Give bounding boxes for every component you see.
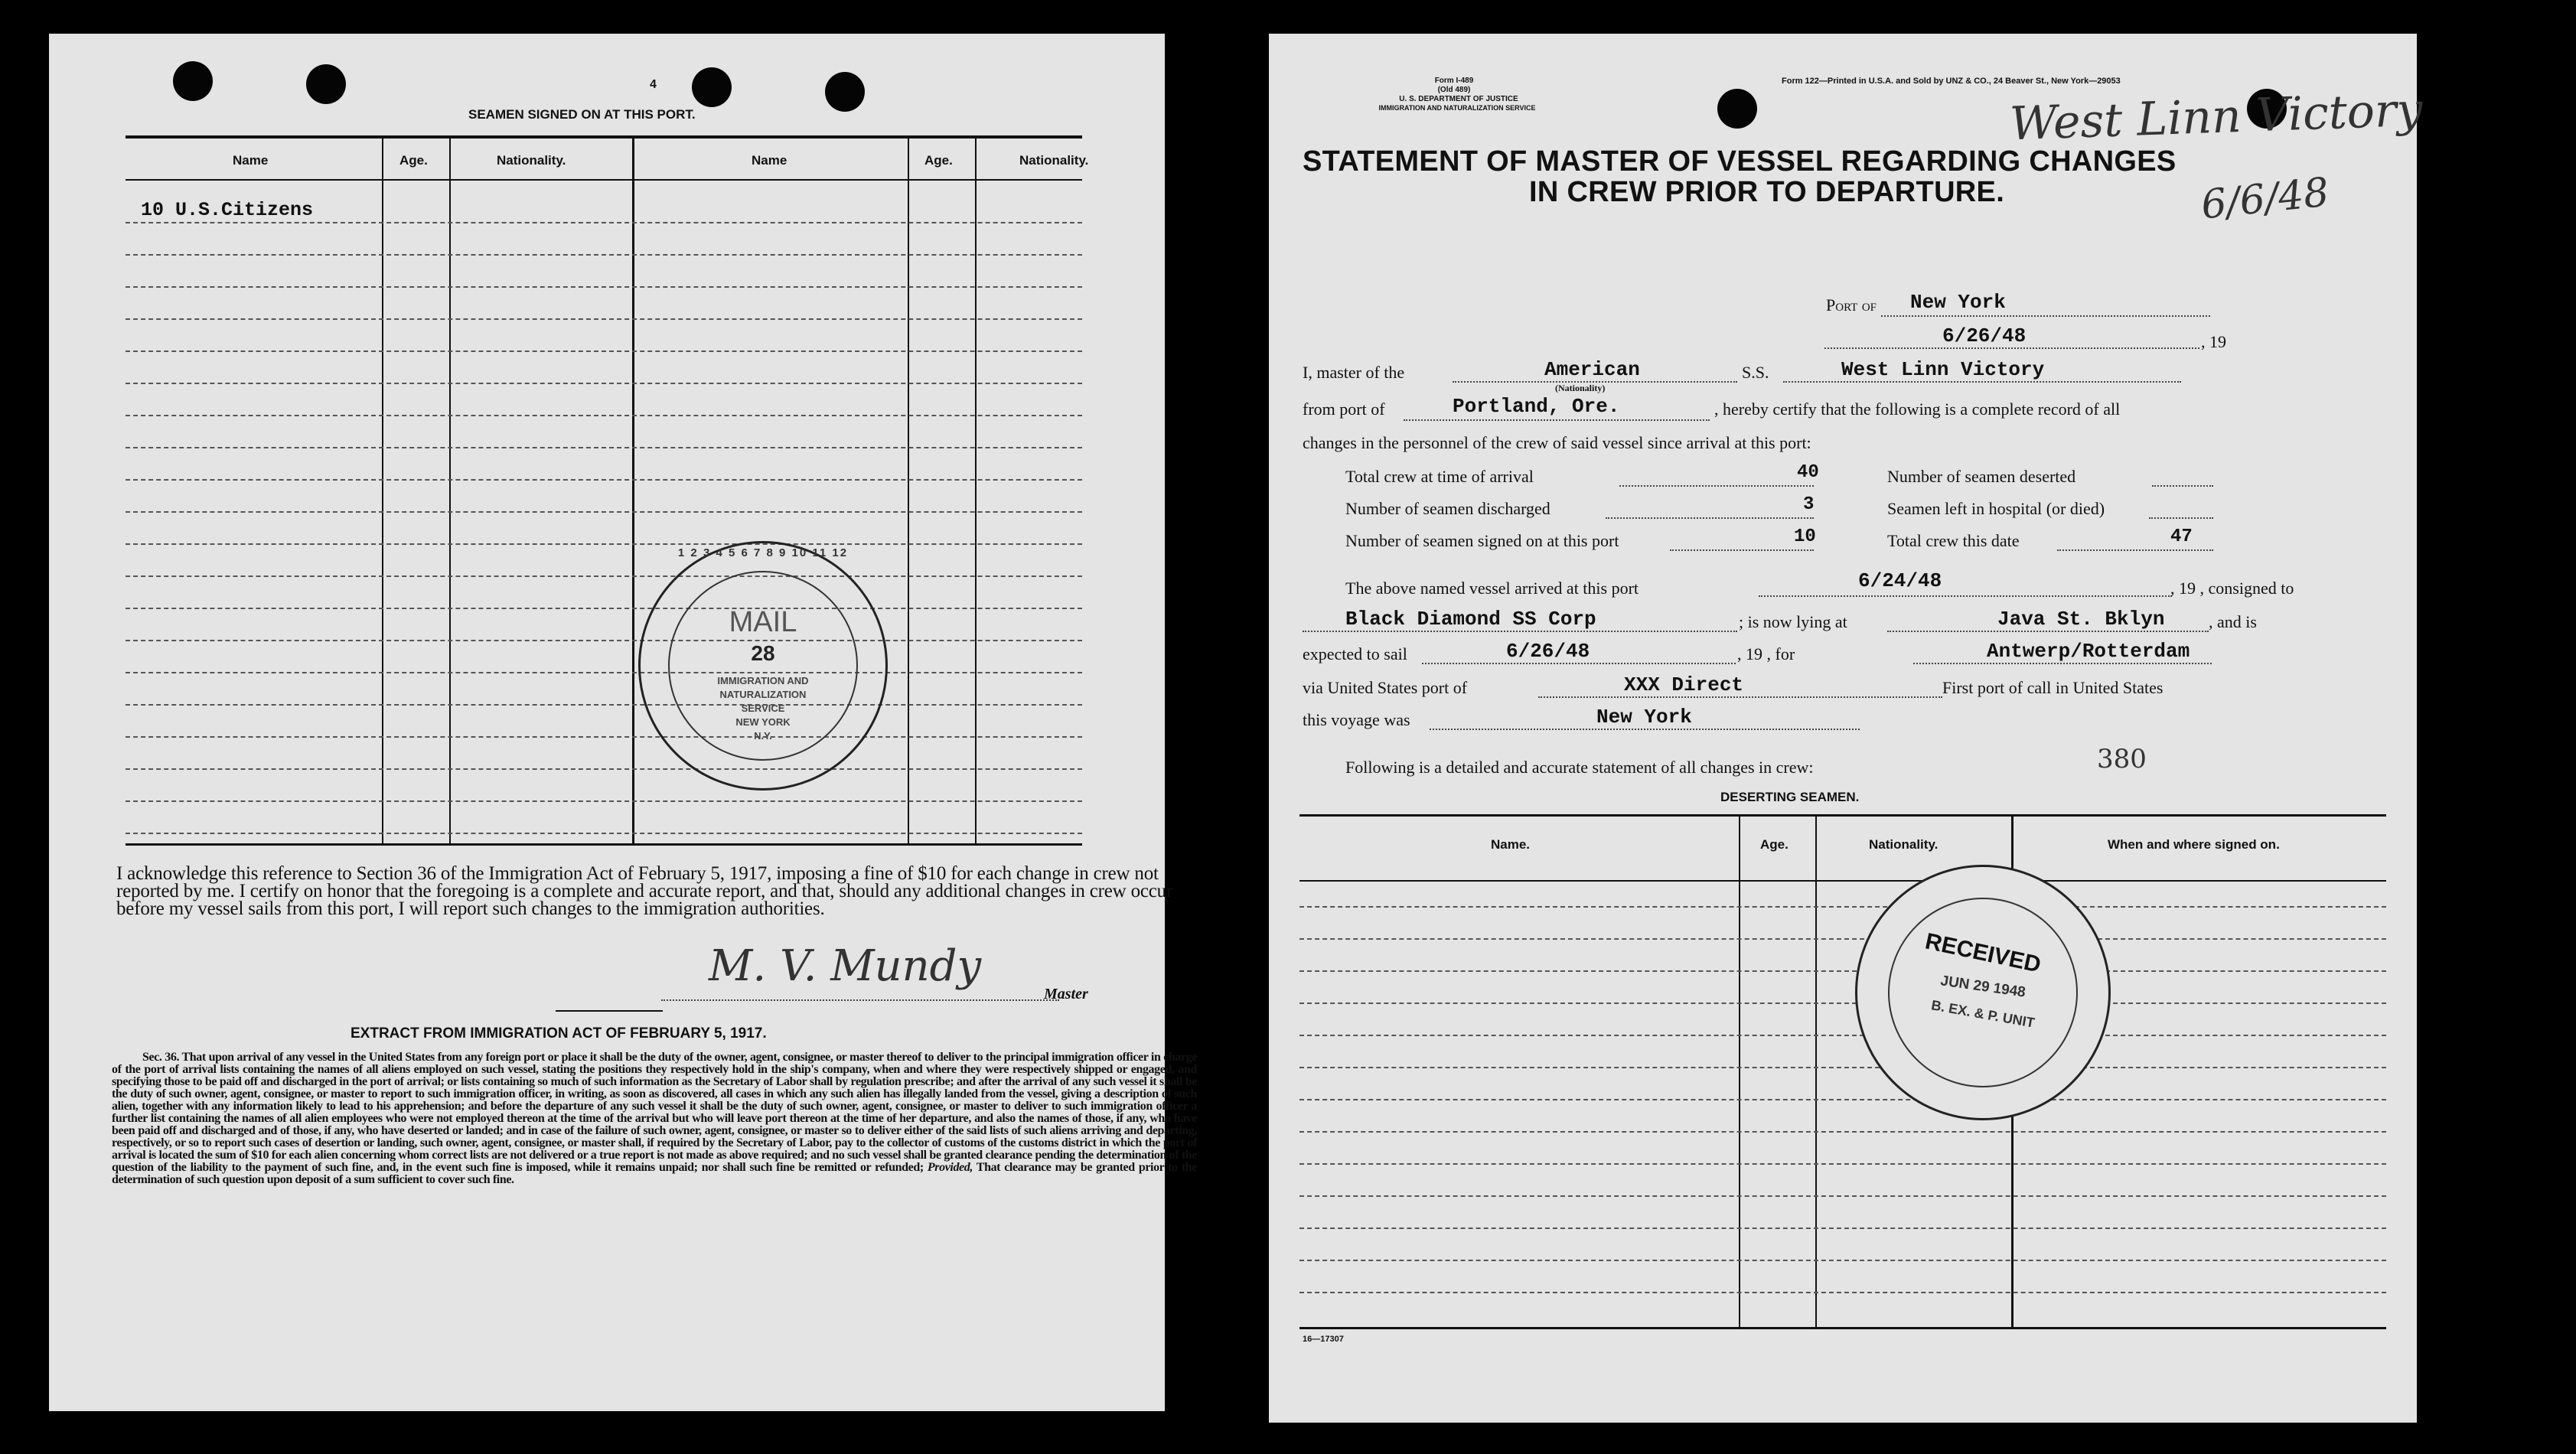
mail-stamp	[638, 541, 888, 791]
left-page	[49, 34, 1198, 1411]
service: IMMIGRATION AND NATURALIZATION SERVICE	[1378, 104, 1536, 112]
printer-line: Form 122—Printed in U.S.A. and Sold by UNZ & CO., 24 Beaver St., New York—29053	[1782, 77, 2121, 86]
title-line-1: STATEMENT OF MASTER OF VESSEL REGARDING CHANGES	[1303, 145, 2177, 178]
stamp-day: 28	[751, 641, 775, 665]
table-row	[126, 479, 1082, 481]
extract-title: EXTRACT FROM IMMIGRATION ACT OF FEBRUARY 5, 1917.	[351, 1025, 767, 1042]
extract-proviso: That clearance may be granted prior to the determination of such question upon deposit of a sum sufficient to cover such fine.	[112, 1161, 1197, 1186]
following-text: Following is a detailed and accurate statement of all changes in crew:	[1345, 758, 1814, 777]
footer-code: 16—17307	[1303, 1335, 1344, 1344]
table-row	[1299, 1131, 2386, 1133]
stat-line	[1670, 549, 1814, 551]
via-line	[1538, 696, 1942, 698]
col-header-nationality: Nationality.	[497, 153, 566, 168]
title-line-2: IN CREW PRIOR TO DEPARTURE.	[1529, 176, 2005, 208]
extract-text: That upon arrival of any vessel in the United States from any foreign port or place it shall be the duty of the owner, agent, consignee, or master thereof to deliver to the principal immigration officer in charge of the port of arrival lists containing the names of all aliens employed on such vessel, stating the positions they respectively hold in the ship's company, when and where they were respectively shipped or engaged, and specifying those to be paid off and discharged in the port of arrival; or lists containing so much of such information as the Secretary of Labor shall by regulation prescribe; and after the arrival of any such vessel it shall be the duty of such owner, agent, consignee, or master to report to such immigration officer, in writing, as soon as discovered, all cases in which any such alien has illegally landed from the vessel, giving a description of such alien, together with any information likely to lead to his apprehension; and before the departure of any such vessel it shall be the duty of such owner, agent, consignee, or master to deliver to such immigration officer a further list containing the names of all alien employees who were not employed thereon at the time of the arrival but who will leave port thereon at the time of her departure, and also the names of those, if any, who have been paid off and discharged and of those, if any, who have deserted or landed; and in case of the failure of such owner, agent, consignee, or master so to deliver either of the said lists of such aliens arriving and departing, respectively, or so to report such cases of desertion or landing, such owner, agent, consignee, or master shall, if required by the Secretary of Labor, pay to the collector of customs of the customs district in which the port of arrival is located the sum of $10 for each alien concerning whom correct lists are not delivered or a true report is not made as above required; and no such vessel shall be granted clearance pending the determination of the question of the liability to the payment of such fine, and, in the event such fine is imposed, while it remains unpaid; nor shall such fine be remitted or refunded;	[112, 1051, 1198, 1174]
col-header-name: Name	[233, 153, 269, 168]
from-port-line	[1404, 419, 1710, 421]
table-row	[1299, 1163, 2386, 1165]
table-row	[126, 350, 1082, 352]
handwritten-date: 6/6/48	[2199, 169, 2332, 229]
col-header-age-2: Age.	[924, 153, 953, 168]
date-value: 6/26/48	[1942, 324, 2027, 347]
ss-label: S.S.	[1742, 363, 1769, 382]
stamp-line: NEW YORK	[735, 716, 791, 728]
deserting-header-rule	[1299, 880, 2386, 882]
table-top-rule	[126, 135, 1082, 139]
table-row	[126, 736, 1082, 738]
voyage-line	[1430, 729, 1860, 730]
col-divider	[632, 135, 634, 845]
col-divider	[1815, 814, 1817, 1327]
table-row	[1299, 1260, 2386, 1261]
stamp-line: NATURALIZATION	[719, 689, 807, 700]
hospital-label: Seamen left in hospital (or died)	[1887, 499, 2105, 518]
table-row	[1299, 1067, 2386, 1068]
first-port-label: First port of call in United States	[1942, 678, 2164, 697]
col-divider	[449, 135, 451, 845]
arrived-value: 6/24/48	[1858, 569, 1942, 592]
table-entry: 10 U.S.Citizens	[141, 199, 314, 221]
master-signature: M. V. Mundy	[709, 941, 982, 991]
extract-body	[112, 1051, 1197, 1186]
via-label: via United States port of	[1303, 678, 1468, 697]
form-old-number: (Old 489)	[1437, 86, 1471, 94]
stamp-line: N.Y.	[754, 730, 772, 742]
page-number: 4	[650, 78, 657, 91]
table-row	[1299, 970, 2386, 972]
handwritten-annotation: West Linn Victory	[2008, 83, 2424, 152]
port-value: New York	[1910, 291, 2006, 314]
col-header-nationality-2: Nationality.	[1019, 153, 1089, 168]
consignee-value: Black Diamond SS Corp	[1345, 608, 1596, 631]
punch-hole	[825, 72, 865, 112]
stamp-date: JUN 29 1948	[1939, 973, 2027, 1001]
voyage-value: New York	[1596, 706, 1692, 729]
table-row	[126, 608, 1082, 609]
col-divider	[382, 135, 383, 845]
table-row	[126, 800, 1082, 802]
table-row	[1299, 906, 2386, 908]
stamp-unit: B. EX. & P. UNIT	[1930, 997, 2036, 1031]
stamp-line: SERVICE	[741, 703, 785, 714]
vessel-line	[1783, 381, 2181, 383]
punch-hole	[1717, 89, 1757, 129]
punch-hole	[692, 67, 732, 107]
table-row	[126, 672, 1082, 673]
total-arrival-value: 40	[1797, 462, 1819, 483]
table-row	[126, 383, 1082, 384]
deserting-col-signed-on: When and where signed on.	[2108, 837, 2280, 852]
stamp-ring-numbers: 1 2 3 4 5 6 7 8 9 10 11 12	[677, 546, 849, 559]
via-value: XXX Direct	[1624, 673, 1744, 696]
department: U. S. DEPARTMENT OF JUSTICE	[1399, 95, 1518, 103]
total-this-date-label: Total crew this date	[1887, 531, 2020, 550]
arrived-line	[1759, 595, 2172, 597]
table-bottom-rule	[126, 843, 1082, 846]
extract-proviso-word: Provided,	[927, 1161, 973, 1174]
stat-line	[2152, 485, 2213, 487]
deserting-bottom-rule	[1299, 1327, 2386, 1329]
deserting-col-name: Name.	[1491, 837, 1531, 852]
changes-text: changes in the personnel of the crew of said vessel since arrival at this port:	[1303, 433, 1811, 452]
deserting-title: DESERTING SEAMEN.	[1720, 790, 1860, 804]
table-row	[126, 415, 1082, 416]
col-divider	[1739, 814, 1740, 1327]
form-number: Form I-489	[1434, 77, 1474, 85]
col-header-age: Age.	[399, 153, 428, 168]
deserted-label: Number of seamen deserted	[1887, 467, 2076, 486]
table-row	[1299, 938, 2386, 940]
discharged-value: 3	[1803, 494, 1815, 515]
deserting-top-rule	[1299, 814, 2386, 817]
extract-rule	[556, 1010, 663, 1012]
from-port-label: from port of	[1303, 399, 1385, 419]
nationality-caption: (Nationality)	[1555, 383, 1606, 393]
table-row	[126, 640, 1082, 641]
punch-hole	[173, 61, 213, 101]
expected-value: 6/26/48	[1506, 640, 1590, 663]
table-row	[1299, 1227, 2386, 1229]
table-row	[126, 543, 1082, 545]
lying-value: Java St. Bklyn	[1997, 608, 2165, 631]
table-row	[126, 704, 1082, 706]
stat-line	[2057, 549, 2213, 551]
and-is-text: , and is	[2209, 612, 2257, 631]
stamp-word: RECEIVED	[1922, 928, 2043, 978]
deserting-col-age: Age.	[1760, 837, 1789, 852]
table-row	[1299, 1099, 2386, 1100]
certify-text: , hereby certify that the following is a complete record of all	[1714, 399, 2121, 419]
col-header-name-2: Name	[752, 153, 787, 168]
deserting-col-nationality: Nationality.	[1869, 837, 1939, 852]
expected-line	[1422, 663, 1736, 664]
for-line	[1913, 663, 2212, 664]
stamp-word: MAIL	[729, 606, 797, 638]
arrived-label: The above named vessel arrived at this port	[1345, 579, 1639, 598]
discharged-label: Number of seamen discharged	[1345, 499, 1550, 518]
for-label: , 19 , for	[1737, 644, 1795, 663]
master-label: Master	[1044, 986, 1088, 1002]
port-label: Port of	[1826, 295, 1877, 315]
table-row	[126, 575, 1082, 577]
received-stamp	[1855, 865, 2111, 1120]
section-title: SEAMEN SIGNED ON AT THIS PORT.	[468, 107, 696, 122]
consignee-line	[1303, 631, 1737, 632]
col-divider	[908, 135, 909, 845]
table-row	[126, 286, 1082, 288]
signed-on-label: Number of seamen signed on at this port	[1345, 531, 1619, 550]
date-line	[1824, 347, 2199, 349]
table-row	[126, 222, 1082, 223]
stamp-line: IMMIGRATION AND	[717, 675, 809, 686]
table-row	[1299, 1002, 2386, 1004]
total-arrival-label: Total crew at time of arrival	[1345, 467, 1534, 486]
table-row	[126, 511, 1082, 513]
vessel-value: West Linn Victory	[1841, 358, 2045, 381]
table-row	[126, 318, 1082, 320]
table-row	[126, 447, 1082, 448]
right-page	[1269, 34, 2424, 1423]
lying-line	[1887, 631, 2209, 632]
for-value: Antwerp/Rotterdam	[1987, 640, 2190, 663]
signed-on-value: 10	[1794, 527, 1816, 547]
col-divider	[975, 135, 977, 845]
nationality-value: American	[1544, 358, 1640, 381]
port-line	[1881, 315, 2210, 317]
expected-label: expected to sail	[1303, 644, 1407, 663]
consigned-label: , 19 , consigned to	[2170, 579, 2294, 598]
voyage-label: this voyage was	[1303, 710, 1410, 729]
table-row	[1299, 1195, 2386, 1197]
stat-line	[1619, 485, 1814, 487]
master-of-label: I, master of the	[1303, 363, 1405, 382]
stat-line	[1606, 517, 1814, 519]
table-row	[1299, 1035, 2386, 1036]
table-header-rule	[126, 179, 1082, 181]
signature-line	[661, 999, 1059, 1001]
extract-lead: Sec. 36.	[142, 1051, 180, 1064]
acknowledgement-text: I acknowledge this reference to Section 36 of the Immigration Act of February 5, 1917, imposing a fine of $10 for each change in crew not reported by me. I certify on honor that the foregoing is a complete and accurate report, and that, should any additional changes in crew occur before my vessel sails from this port, I will report such changes to the immigration authorities.	[116, 863, 1173, 919]
handwritten-number: 380	[2097, 744, 2147, 774]
lying-label: ; is now lying at	[1739, 612, 1847, 631]
table-row	[126, 833, 1082, 834]
year-suffix: , 19	[2201, 332, 2226, 351]
table-row	[1299, 1292, 2386, 1293]
table-row	[126, 768, 1082, 770]
stat-line	[2149, 517, 2213, 519]
punch-hole	[306, 64, 346, 104]
table-row	[126, 254, 1082, 256]
total-this-date-value: 47	[2170, 527, 2193, 547]
from-port-value: Portland, Ore.	[1453, 395, 1620, 418]
